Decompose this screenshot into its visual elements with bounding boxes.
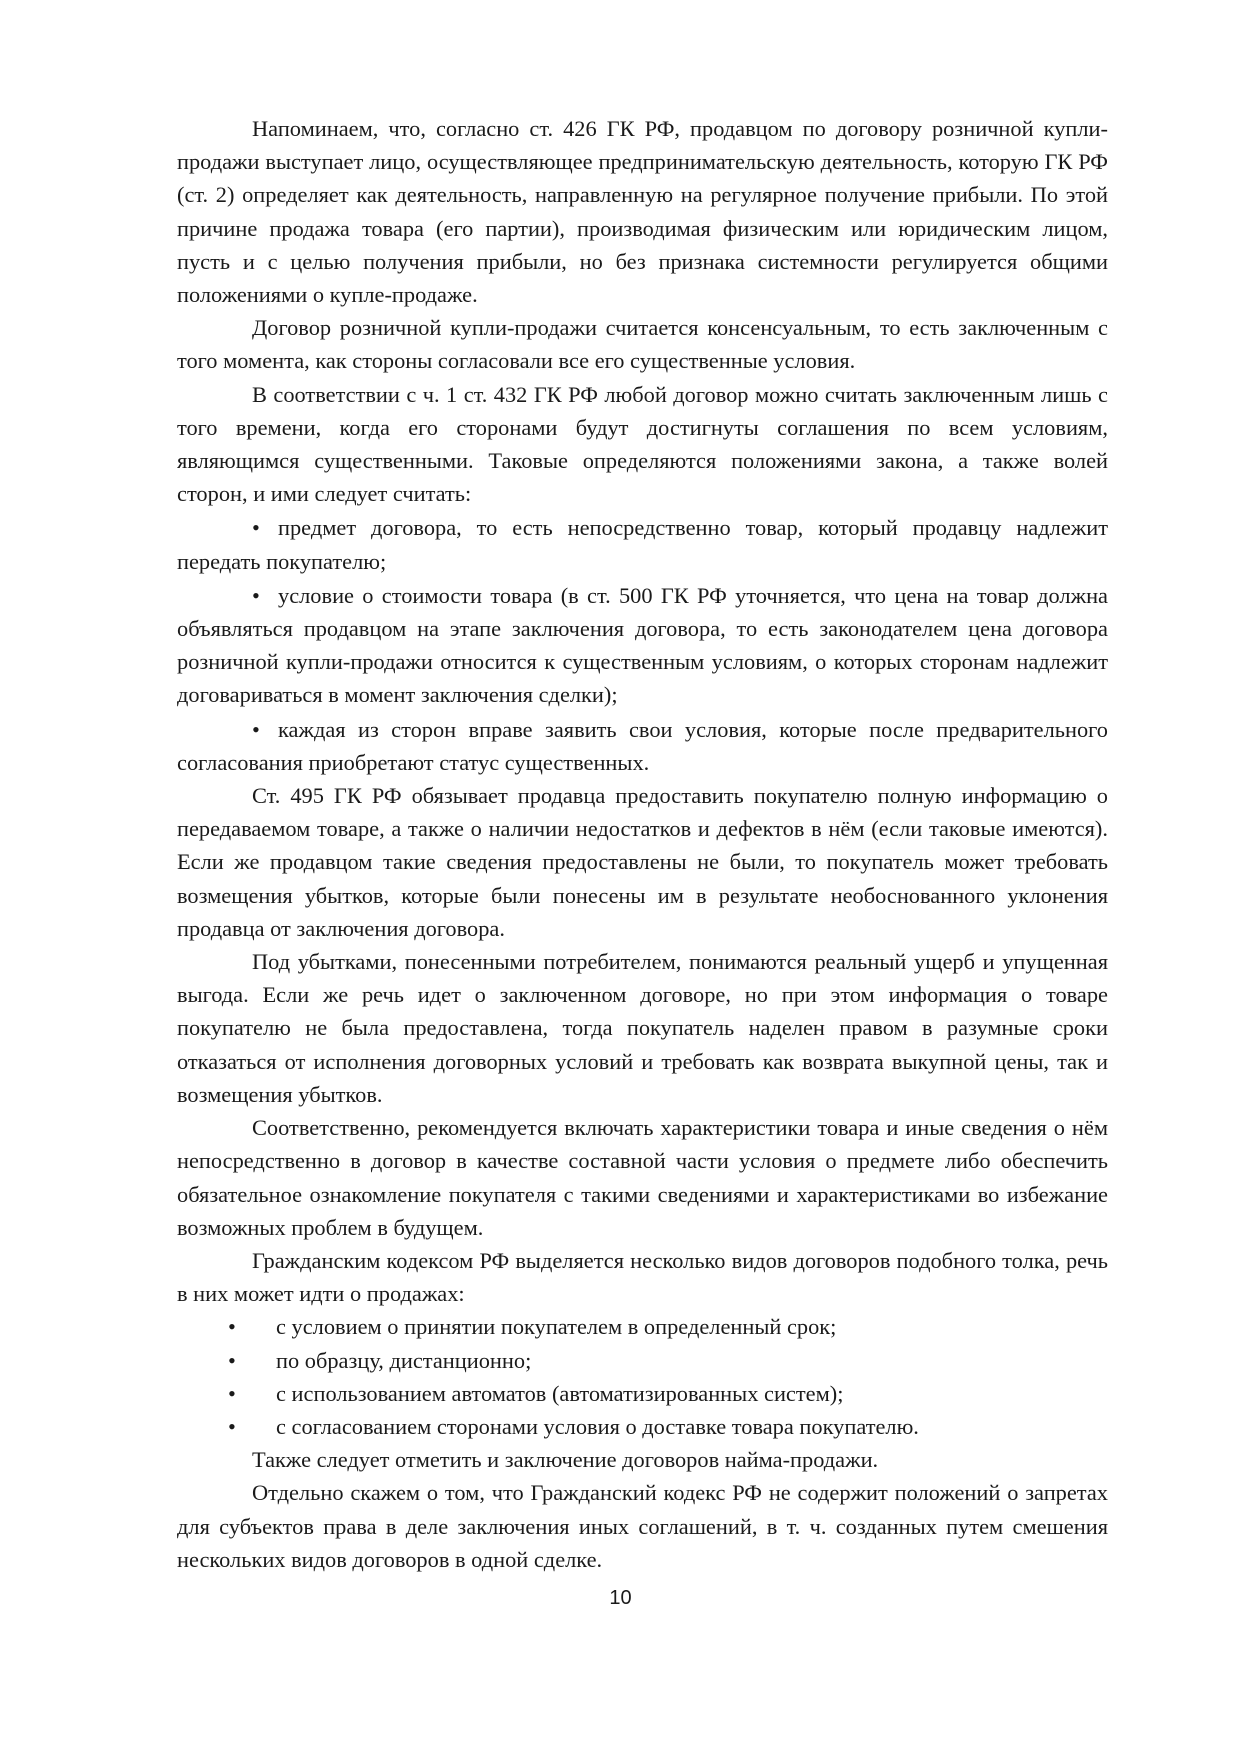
bullet-icon: • [228, 1413, 236, 1439]
paragraph-recommendation: Соответственно, рекомендуется включать характеристики товара и иные сведения о нём непосредственно в договор в качестве составной части условия о предмете либо обеспечить обязательное ознакомление покупателя с такими сведениями и характеристиками во избежание возможных проблем в будущем. [177, 1115, 1108, 1240]
list-item-text: с согласованием сторонами условия о доставке товара покупателю. [276, 1413, 919, 1439]
list-item-essential-term [177, 579, 1108, 712]
bullet-icon: • [228, 1347, 236, 1373]
paragraph-consensual-contract: Договор розничной купли-продажи считается консенсуальным, то есть заключенным с того момента, как стороны согласовали все его существенные условия. [177, 315, 1108, 374]
list-item-text: предмет договора, то есть непосредственно товар, который продавцу надлежит передать покупателю; [177, 515, 1108, 574]
bullet-icon: • [252, 716, 260, 742]
document-page [177, 112, 1108, 1576]
paragraph-mixed-contracts: Отдельно скажем о том, что Гражданский кодекс РФ не содержит положений о запретах для субъектов права в деле заключения иных соглашений, в т. ч. созданных путем смешения нескольких видов договоров в одной сделке. [177, 1480, 1108, 1572]
paragraph-seller-definition: Напоминаем, что, согласно ст. 426 ГК РФ, продавцом по договору розничной купли-продажи выступает лицо, осуществляющее предпринимательскую деятельность, которую ГК РФ (ст. 2) определяет как деятельность, направленную на регулярное получение прибыли. По этой причине продажа товара (его партии), производимая физическим или юридическим лицом, пусть и с целью получения прибыли, но без признака системности регулируется общими положениями о купле-продаже. [177, 116, 1108, 308]
list-item-essential-term [177, 511, 1108, 577]
list-item-sale-type [177, 1310, 1108, 1343]
paragraph-essential-terms-intro: В соответствии с ч. 1 ст. 432 ГК РФ любой договор можно считать заключенным лишь с того времени, когда его сторонами будут достигнуты соглашения по всем условиям, являющимся существенными. Таковые определяются положениями закона, а также волей сторон, и ими следует считать: [177, 381, 1108, 507]
paragraph-sale-types-intro: Гражданским кодексом РФ выделяется несколько видов договоров подобного толка, речь в них может идти о продажах: [177, 1247, 1108, 1307]
list-item-sale-type [177, 1377, 1108, 1410]
bullet-icon: • [228, 1314, 236, 1340]
bullet-icon: • [252, 582, 260, 608]
list-item-text: условие о стоимости товара (в ст. 500 ГК РФ уточняется, что цена на товар должна объявляться продавцом на этапе заключения договора, то есть законодателем цена договора розничной купли-продажи относится к существенным условиям, о которых сторонам надлежит договариваться в момент заключения сделки); [177, 582, 1108, 708]
list-item-essential-term [177, 713, 1108, 779]
paragraph-seller-information-duty: Ст. 495 ГК РФ обязывает продавца предоставить покупателю полную информацию о передаваемом товаре, а также о наличии недостатков и дефектов в нём (если таковые имеются). Если же продавцом такие сведения предоставлены не были, то покупатель может требовать возмещения убытков, которые были понесены им в результате необоснованного уклонения продавца от заключения договора. [177, 783, 1108, 941]
list-item-text: каждая из сторон вправе заявить свои условия, которые после предварительного согласования приобретают статус существенных. [177, 716, 1108, 775]
bullet-icon: • [228, 1380, 236, 1406]
list-item-sale-type [177, 1410, 1108, 1443]
page-number: 10 [609, 1587, 632, 1609]
bullet-icon: • [252, 515, 260, 541]
list-item-text: по образцу, дистанционно; [276, 1347, 532, 1373]
list-item-sale-type [177, 1344, 1108, 1377]
list-item-text: с использованием автоматов (автоматизированных систем); [276, 1380, 844, 1406]
list-item-text: с условием о принятии покупателем в определенный срок; [276, 1314, 837, 1340]
paragraph-hire-purchase: Также следует отметить и заключение договоров найма-продажи. [252, 1447, 879, 1473]
paragraph-losses: Под убытками, понесенными потребителем, понимаются реальный ущерб и упущенная выгода. Если же речь идет о заключенном договоре, но при этом информация о товаре покупателю не была предоставлена, тогда покупатель наделен правом в разумные сроки отказаться от исполнения договорных условий и требовать как возврата выкупной цены, так и возмещения убытков. [177, 949, 1108, 1107]
